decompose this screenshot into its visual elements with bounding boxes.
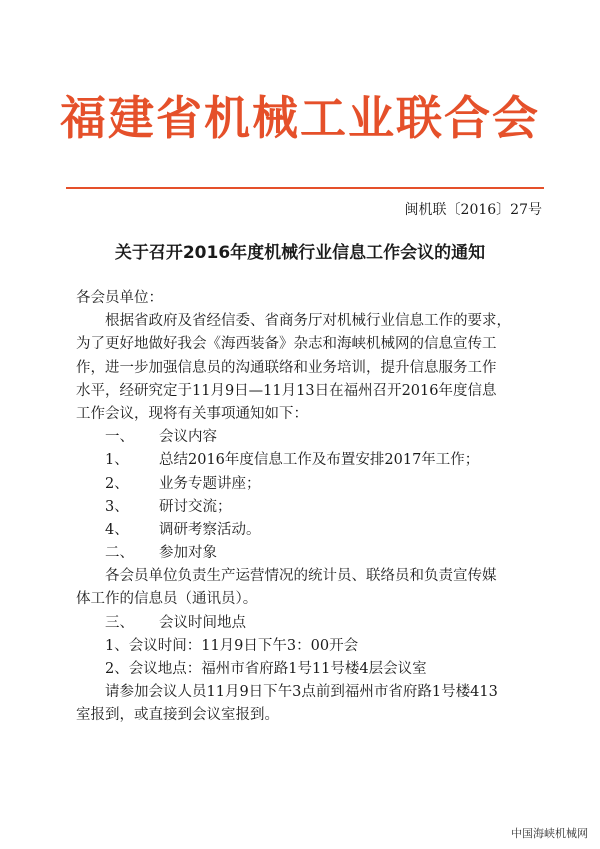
section-heading: 三、 会议时间地点 — [105, 614, 246, 631]
section-heading: 一、 会议内容 — [105, 429, 217, 446]
paragraph-line: 各会员单位负责生产运营情况的统计员、联络员和负责宣传媒 — [105, 568, 497, 585]
paragraph-line: 请参加会议人员11月9日下午3点前到福州市省府路1号楼413 — [105, 684, 498, 701]
meeting-time: 1、会议时间：11月9日下午3：00开会 — [105, 637, 359, 654]
source-watermark: 中国海峡机械网 — [511, 827, 588, 840]
notice-title: 关于召开2016年度机械行业信息工作会议的通知 — [114, 243, 486, 263]
list-item: 4、 调研考察活动。 — [105, 521, 261, 538]
paragraph-line: 根据省政府及省经信委、省商务厅对机械行业信息工作的要求， — [105, 313, 511, 330]
list-item: 1、 总结2016年度信息工作及布置安排2017年工作； — [105, 452, 480, 469]
paragraph-line: 为了更好地做好我会《海西装备》杂志和海峡机械网的信息宣传工 — [76, 336, 497, 353]
letterhead-rule — [66, 187, 544, 189]
paragraph-line: 作，进一步加强信息员的沟通联络和业务培训，提升信息服务工作 — [76, 359, 497, 376]
paragraph-line: 体工作的信息员（通讯员）。 — [76, 591, 258, 608]
document-number: 闽机联〔2016〕27号 — [404, 202, 542, 218]
section-heading: 二、 参加对象 — [105, 545, 217, 562]
salutation: 各会员单位： — [76, 290, 163, 306]
list-item: 2、 业务专题讲座； — [105, 475, 261, 492]
paragraph-line: 水平，经研究定于11月9日—11月13日在福州召开2016年度信息 — [76, 382, 497, 399]
meeting-place: 2、会议地点：福州市省府路1号11号楼4层会议室 — [105, 661, 427, 677]
notice-body — [76, 287, 536, 728]
paragraph-line: 工作会议，现将有关事项通知如下： — [76, 405, 308, 422]
organization-letterhead: 福建省机械工业联合会 — [60, 91, 540, 145]
paragraph-line: 室报到，或直接到会议室报到。 — [76, 707, 279, 724]
list-item: 3、 研讨交流； — [105, 498, 232, 515]
